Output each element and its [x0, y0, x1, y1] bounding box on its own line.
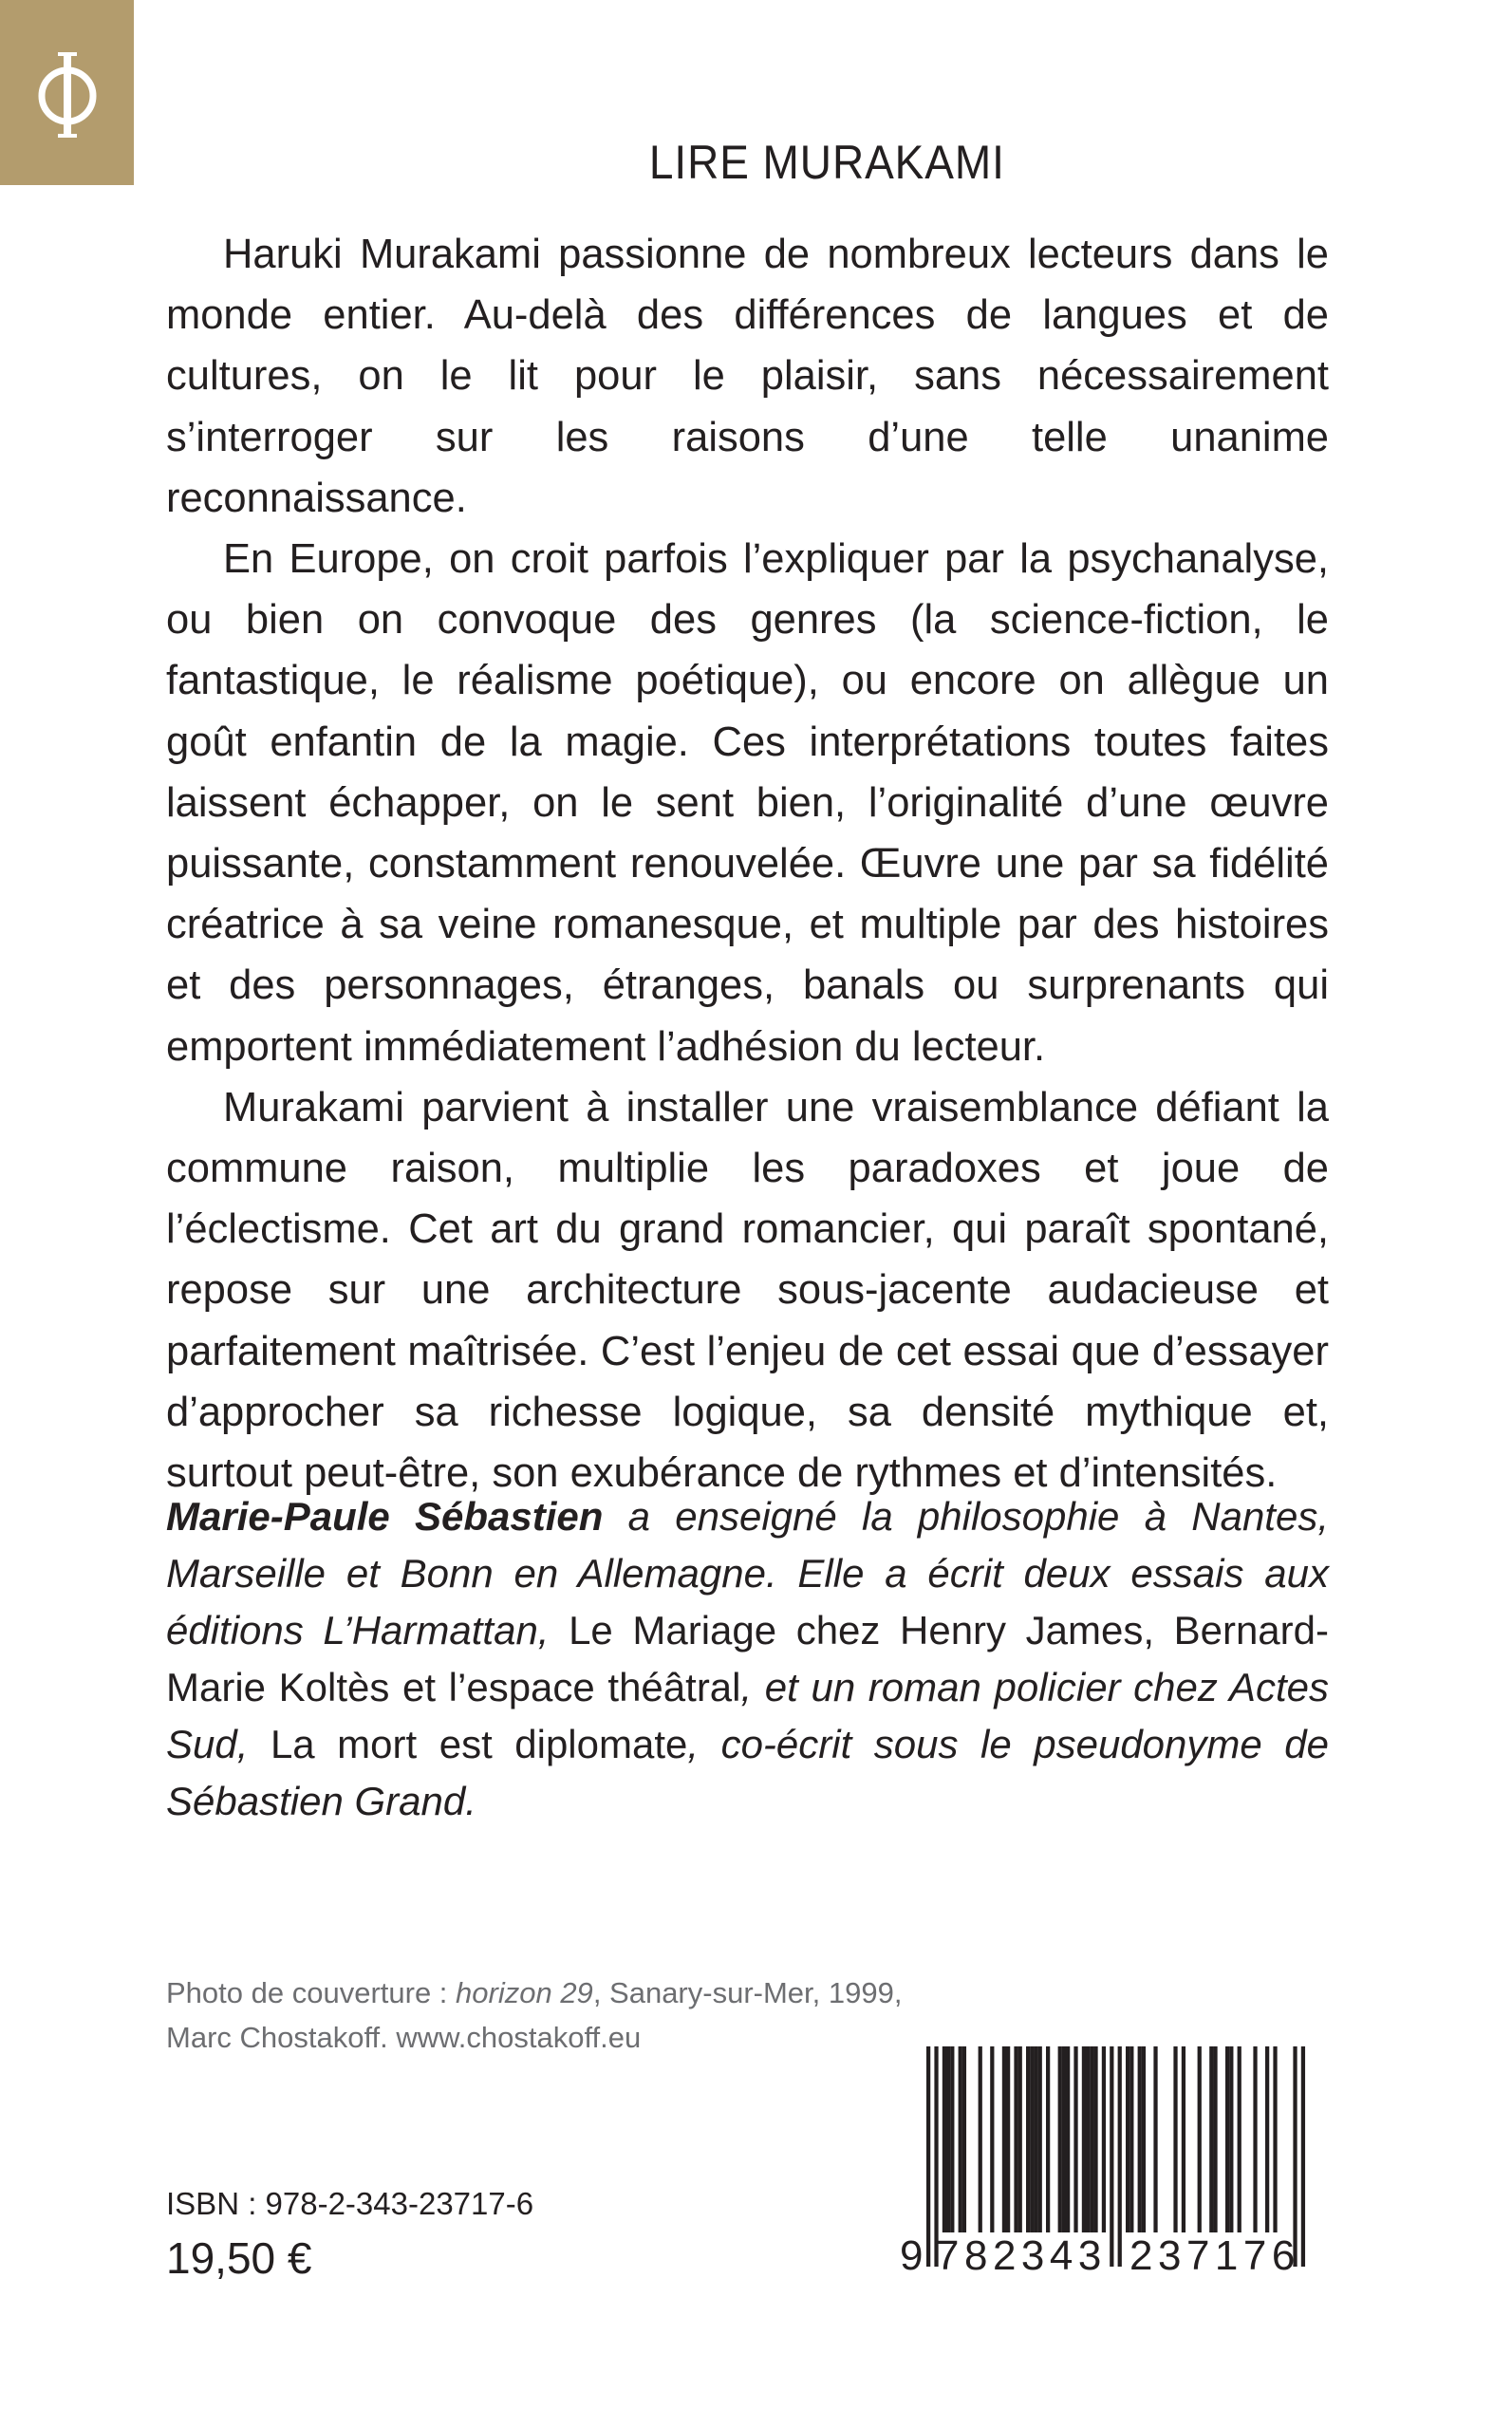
blurb-paragraph: Murakami parvient à installer une vraisemblance défiant la commune raison, multiplie les paradoxes et joue de l’éclectisme. Cet art du grand romancier, qui paraît spontané, repose sur une architecture sous-jacente audacieuse et parfaitement maîtrisée. C’est l’enjeu de cet essai que d’essayer d’approcher sa richesse logique, sa densité mythique et, surtout peut-être, son exubérance de rythmes et d’intensités.: [166, 1084, 1329, 1497]
barcode-bar: [1182, 2046, 1185, 2232]
barcode-bar: [1102, 2046, 1106, 2232]
barcode-bar: [1265, 2046, 1269, 2232]
separator: ,: [1143, 1608, 1174, 1653]
barcode-bar: [1238, 2046, 1241, 2232]
barcode-left-group: 782343: [936, 2232, 1107, 2279]
credit-line-2: Marc Chostakoff. www.chostakoff.eu: [166, 2021, 642, 2054]
author-bio-text: a enseigné la philosophie à Nantes, Marseille et Bonn en Allemagne. Elle a écrit deux essais aux éditions L’Harmattan,: [166, 1494, 1329, 1653]
barcode-bar: [1038, 2046, 1042, 2232]
barcode-bar: [1093, 2046, 1097, 2232]
author-bio-text: , co-écrit sous le pseudonyme de Sébastien Grand.: [166, 1722, 1329, 1823]
barcode-bar: [1026, 2046, 1030, 2232]
barcode-bar: [1062, 2046, 1066, 2232]
barcode-bar: [1213, 2046, 1217, 2232]
credit-suffix: , Sanary-sur-Mer, 1999,: [592, 1976, 903, 2009]
barcode-bar: [1066, 2046, 1070, 2232]
barcode-bar: [1006, 2046, 1010, 2232]
barcode-lead-digit: 9: [900, 2232, 924, 2279]
barcode-bar: [1082, 2046, 1086, 2232]
barcode-bar: [1229, 2046, 1233, 2232]
barcode-bar: [1209, 2046, 1213, 2232]
barcode-bar: [990, 2046, 994, 2232]
barcode-bar: [946, 2046, 950, 2232]
barcode-bar: [1058, 2046, 1062, 2232]
book-title-1: Le Mariage chez Henry James: [569, 1608, 1144, 1653]
barcode-bar: [1034, 2046, 1037, 2232]
barcode-bar: [1273, 2046, 1277, 2232]
barcode-bar: [1090, 2046, 1093, 2232]
barcode-bar: [1142, 2046, 1146, 2232]
barcode-bar: [1073, 2046, 1077, 2232]
credit-work: horizon 29: [456, 1976, 593, 2009]
barcode-bar: [943, 2046, 946, 2232]
blurb-paragraph: Haruki Murakami passionne de nombreux lecteurs dans le monde entier. Au-delà des différences de langues et de cultures, on le lit pour le plaisir, sans nécessairement s’interroger sur les raisons d’une telle unanime reconnaissance.: [166, 232, 1329, 521]
photo-credit: [166, 1970, 902, 2060]
credit-prefix: Photo de couverture :: [166, 1976, 457, 2009]
barcode-bar: [1253, 2046, 1257, 2232]
barcode-bar: [1018, 2046, 1022, 2232]
barcode-bar: [950, 2046, 954, 2232]
barcode-bar: [962, 2046, 966, 2232]
barcode-bar: [1126, 2046, 1129, 2232]
author-bio-text: , et un roman policier chez Actes Sud,: [166, 1665, 1330, 1766]
barcode-bar: [1046, 2046, 1050, 2232]
barcode-right-group: 237176: [1129, 2232, 1300, 2279]
barcode-bar: [1138, 2046, 1142, 2232]
book-title: LIRE MURAKAMI: [648, 136, 1005, 189]
barcode-bar: [1129, 2046, 1133, 2232]
author-bio: [166, 1488, 1329, 1830]
book-title-3: La mort est diplomate: [270, 1722, 688, 1766]
barcode-digits: [900, 2232, 1329, 2278]
barcode-bar: [959, 2046, 962, 2232]
barcode-bar: [1225, 2046, 1229, 2232]
author-name: Marie-Paule Sébastien: [166, 1494, 604, 1539]
barcode-bar: [1002, 2046, 1006, 2232]
blurb: [166, 224, 1329, 1503]
barcode-bar: [1198, 2046, 1202, 2232]
barcode-bar: [1153, 2046, 1157, 2232]
barcode-bar: [1014, 2046, 1017, 2232]
blurb-paragraph: En Europe, on croit parfois l’expliquer par la psychanalyse, ou bien on convoque des genres (la science-fiction, le fantastique, le réalisme poétique), ou encore on allègue un goût enfantin de la magie. Ces interprétations toutes faites laissent échapper, on le sent bien, l’originalité d’une œuvre puissante, constamment renouvelée. Œuvre une par sa fidélité créatrice à sa veine romanesque, et multiple par des histoires et des personnages, étranges, banals ou surprenants qui emportent immédiatement l’adhésion du lecteur.: [166, 536, 1329, 1070]
book-title-2: Bernard-Marie Koltès et l’espace théâtral: [166, 1608, 1329, 1709]
barcode-bar: [1173, 2046, 1177, 2232]
barcode-bar: [1086, 2046, 1090, 2232]
price: 19,50 €: [166, 2233, 312, 2283]
barcode-bar: [979, 2046, 982, 2232]
barcode-bar: [1030, 2046, 1034, 2232]
phi-logo-icon: [29, 41, 105, 145]
isbn: ISBN : 978-2-343-23717-6: [166, 2186, 534, 2221]
